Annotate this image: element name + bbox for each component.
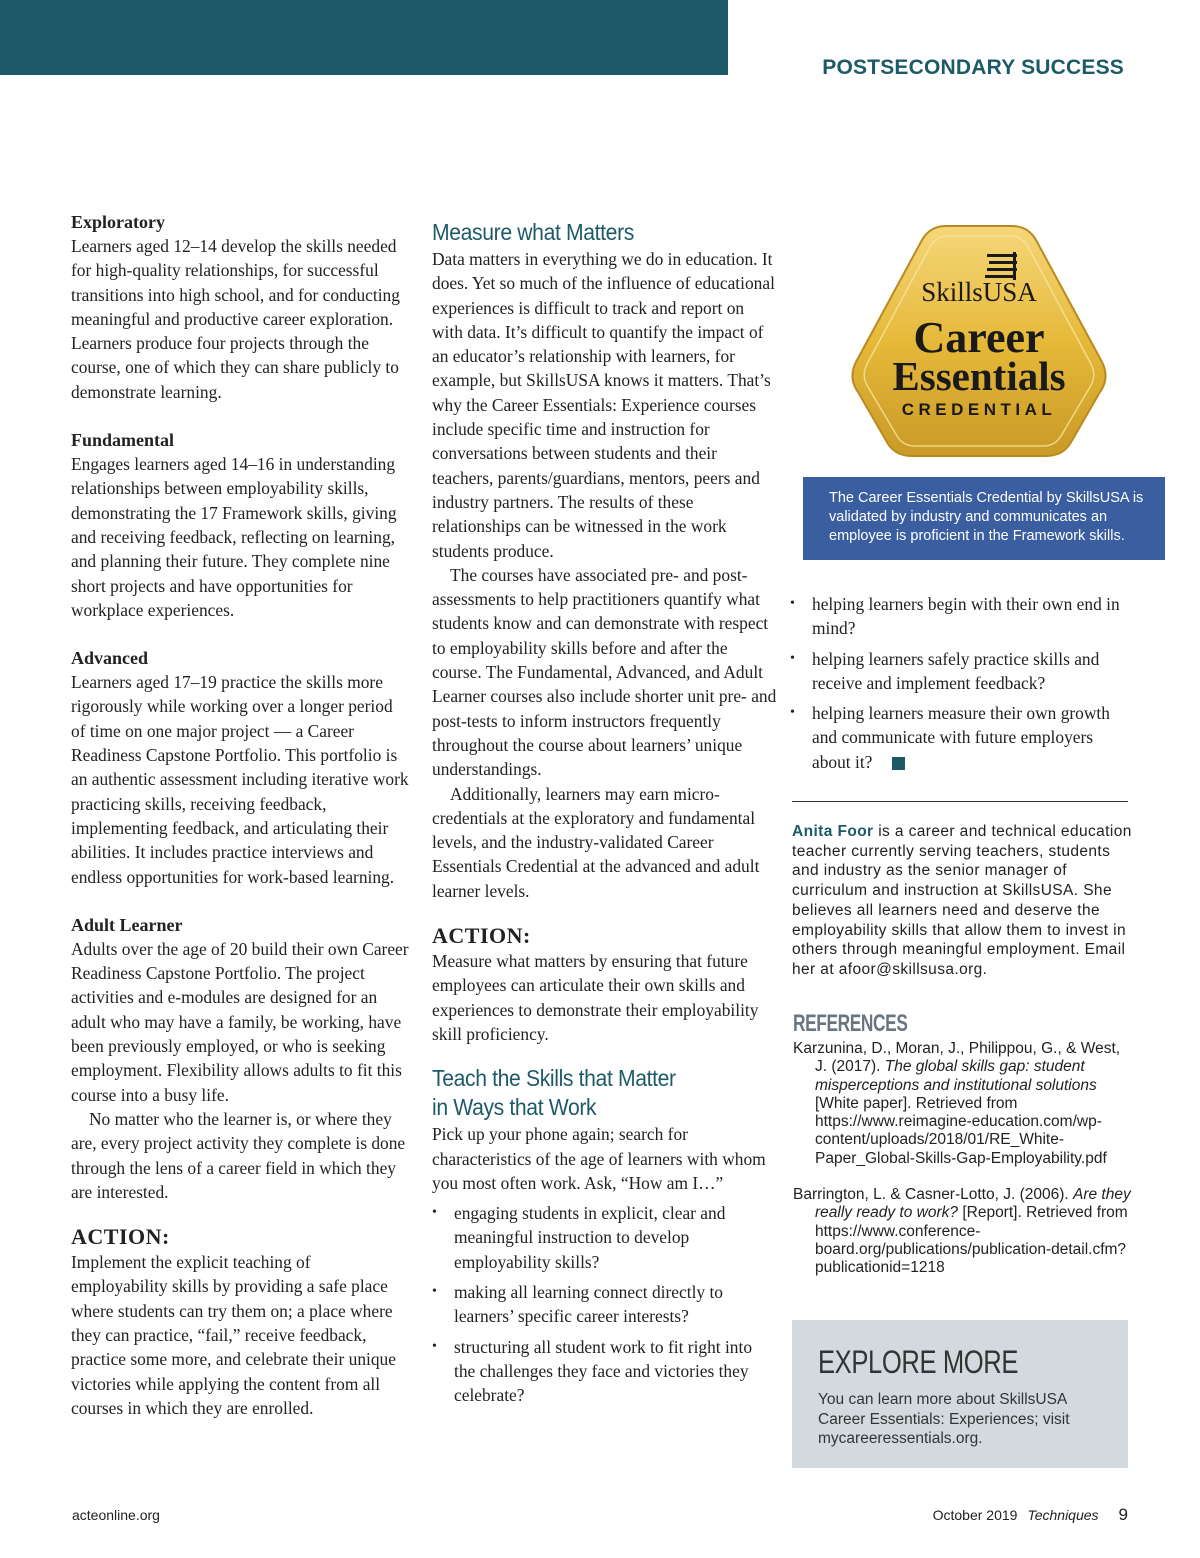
explore-more-box <box>792 1320 1128 1468</box>
list-item: • helping learners safely practice skills and receive and implement feedback? <box>790 647 1130 696</box>
author-name: Anita Foor <box>792 823 874 840</box>
badge-credential-text: CREDENTIAL <box>901 400 1057 419</box>
references-list <box>793 1040 1133 1296</box>
reference-title: Are they really ready to work? <box>815 1186 1131 1222</box>
end-mark-icon <box>892 757 905 770</box>
badge-career-text: Career <box>913 313 1045 362</box>
career-essentials-badge <box>848 222 1110 460</box>
list-item: • structuring all student work to fit right into the challenges they face and victories they celebrate? <box>432 1335 777 1408</box>
reference-item <box>793 1186 1133 1277</box>
footer-meta <box>933 1505 1128 1525</box>
exploratory-heading: Exploratory <box>71 212 165 232</box>
divider <box>792 801 1128 802</box>
list-item <box>790 701 1130 774</box>
footer-date: October 2019 <box>932 1507 1018 1523</box>
badge-essentials-text: Essentials <box>892 353 1066 399</box>
explore-more-heading: EXPLORE MORE <box>818 1344 1019 1380</box>
fundamental-heading: Fundamental <box>71 430 175 451</box>
action-heading-2: ACTION: <box>432 923 531 949</box>
column-middle <box>432 218 777 1413</box>
list-item: • engaging students in explicit, clear and meaningful instruction to develop employability skills? <box>432 1201 777 1274</box>
measure-paragraph-1: Data matters in everything we do in education. It does. Yet so much of the influence of educational experiences is difficult to track and report on with data. It’s difficult to quantify the impact of an educator’s relationship with learners, for example, but SkillsUSA knows it matters. That’s why the Career Essentials: Experience courses include specific time and instruction for conversations between students and their teachers, parents/guardians, mentors, peers and industry partners. The results of these relationships can be witnessed in the work students produce. <box>432 249 775 561</box>
helping-bullet-list <box>790 592 1130 774</box>
header-bar <box>0 0 728 75</box>
action-text-2: Measure what matters by ensuring that future employees can articulate their own skills and experiences to demonstrate their employability skill proficiency. <box>432 951 759 1044</box>
reference-authors: Karzunina, D., Moran, J., Philippou, G., & West, J. (2017). <box>793 1040 1121 1076</box>
reference-item <box>793 1040 1133 1168</box>
footer-site: acteonline.org <box>72 1507 160 1523</box>
exploratory-text: Learners aged 12–14 develop the skills needed for high-quality relationships, for successful transitions into high school, and for conducting meaningful and productive career exploration. Learners produce four projects through the course, one of which they can share publicly to demonstrate learning. <box>71 236 400 402</box>
column-left <box>71 210 411 1420</box>
teach-bullet-list <box>432 1201 777 1407</box>
adult-learner-heading: Adult Learner <box>71 914 183 935</box>
column-right-bullets <box>790 592 1130 780</box>
footer-magazine: Techniques <box>1027 1507 1099 1523</box>
list-item: • making all learning connect directly to learners’ specific career interests? <box>432 1280 777 1329</box>
teach-text: Pick up your phone again; search for characteristics of the age of learners with whom you most often work. Ask, “How am I…” <box>432 1124 766 1193</box>
page-number: 9 <box>1118 1505 1128 1524</box>
reference-source: [Report]. Retrieved from https://www.conference-board.org/publications/publication-detail.cfm?publicationid=1218 <box>815 1204 1128 1277</box>
author-bio-text: is a career and technical education teacher currently serving teachers, students and industry as the senior manager of curriculum and instruction at SkillsUSA. She believes all learners need and deserve the employability skills that allow them to invest in others through meaningful employment. Email her at afoor@skillsusa.org. <box>792 823 1132 978</box>
section-label: POSTSECONDARY SUCCESS <box>822 56 1124 79</box>
list-item: • helping learners begin with their own end in mind? <box>790 592 1130 641</box>
adult-learner-text-2: No matter who the learner is, or where they are, every project activity they complete is done through the lens of a career field in which they are interested. <box>71 1108 406 1202</box>
badge-logo <box>848 222 1110 460</box>
reference-source: [White paper]. Retrieved from https://www.reimagine-education.com/wp-content/uploads/2018/01/RE_White-Paper_Global-Skills-Gap-Employability.pdf <box>815 1094 1107 1167</box>
fundamental-text: Engages learners aged 14–16 in understanding relationships between employability skills, demonstrating the 17 Framework skills, giving and receiving feedback, reflecting on learning, and planning their future. They complete nine short projects and have opportunities for workplace experiences. <box>71 454 397 620</box>
teach-heading-line-2: in Ways that Work <box>432 1094 597 1121</box>
measure-paragraph-3: Additionally, learners may earn micro-credentials at the exploratory and fundamental levels, and the industry-validated Career Essentials Credential at the advanced and adult learner levels. <box>432 783 760 901</box>
badge-brand-text: SkillsUSA <box>921 277 1037 307</box>
measure-paragraph-2: The courses have associated pre- and post-assessments to help practitioners quantify what students know and can demonstrate with respect to employability skills before and after the course. The Fundamental, Advanced, and Adult Learner courses also include shorter unit pre- and post-tests to inform instructors frequently throughout the course about learners’ unique understandings. <box>432 564 777 780</box>
advanced-heading: Advanced <box>71 648 149 669</box>
reference-title: The global skills gap: student misperceptions and institutional solutions <box>815 1058 1097 1094</box>
action-heading-1: ACTION: <box>71 1224 170 1250</box>
badge-caption: The Career Essentials Credential by SkillsUSA is validated by industry and communicates an employee is proficient in the Framework skills. <box>803 477 1165 560</box>
measure-heading: Measure what Matters <box>432 219 634 245</box>
action-text-1: Implement the explicit teaching of employability skills by providing a safe place where students can try them on; a place where they can practice, “fail,” receive feedback, practice some more, and celebrate their unique victories while applying the content from all courses in which they are enrolled. <box>71 1252 396 1418</box>
teach-heading-line-1: Teach the Skills that Matter <box>432 1065 676 1092</box>
reference-authors: Barrington, L. & Casner-Lotto, J. (2006). <box>793 1186 1073 1204</box>
list-item-text: helping learners measure their own growth and communicate with future employers about it? <box>812 703 1110 772</box>
author-bio <box>792 822 1132 980</box>
references-heading: REFERENCES <box>793 1010 908 1037</box>
adult-learner-text: Adults over the age of 20 build their own Career Readiness Capstone Portfolio. The project activities and e-modules are designed for an adult who may have a family, be working, have been previously employed, or who is seeking employment. Flexibility allows adults to fit this course into a busy life. <box>71 938 409 1105</box>
explore-more-text: You can learn more about SkillsUSA Career Essentials: Experiences; visit mycareeressentials.org. <box>818 1391 1070 1447</box>
advanced-text: Learners aged 17–19 practice the skills more rigorously while working over a longer period of time on one major project — a Career Readiness Capstone Portfolio. This portfolio is an authentic assessment including iterative work practicing skills, receiving feedback, implementing feedback, and articulating their abilities. It includes practice interviews and endless opportunities for work-based learning. <box>71 672 409 887</box>
